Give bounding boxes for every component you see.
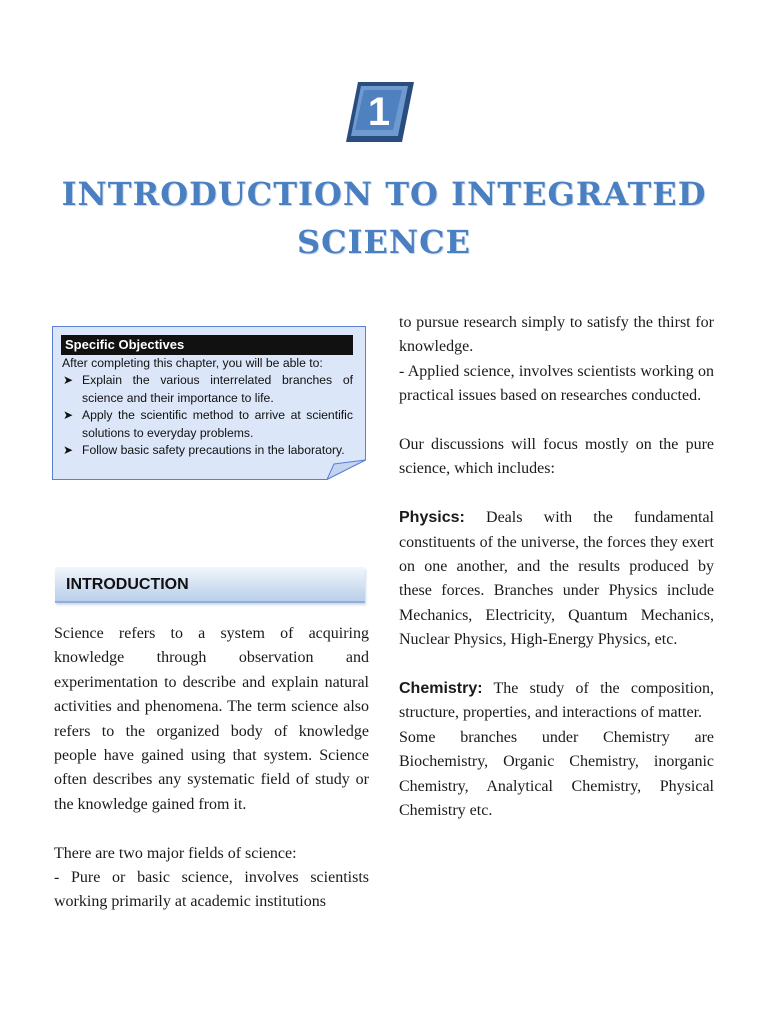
physics-term: Physics: <box>399 509 465 527</box>
list-item: ➤ Apply the scientific method to arrive at scientific solutions to everyday problems. <box>63 408 353 440</box>
chapter-badge-shape <box>344 80 416 146</box>
pure-science-text: - Pure or basic science, involves scientists working primarily at academic institutions <box>54 869 369 911</box>
fields-intro-text: There are two major fields of science: <box>54 844 297 862</box>
arrow-bullet-icon: ➤ <box>63 443 74 458</box>
physics-paragraph <box>399 506 714 652</box>
chapter-title-line-2: SCIENCE <box>296 223 472 261</box>
objectives-list <box>61 372 353 459</box>
introduction-heading: INTRODUCTION <box>55 567 365 603</box>
objectives-intro: After completing this chapter, you will be able to: <box>62 356 323 370</box>
introduction-paragraph: Science refers to a system of acquiring knowledge through observation and experimentation to describe and explain natural activities and phenomena. The term science also refers to the organized body of knowledge people have gained using that system. Science often describes any systematic field of study or the knowledge gained from it. <box>54 625 369 813</box>
right-column <box>399 311 714 823</box>
chapter-title <box>40 170 728 266</box>
chemistry-text: The study of the composition, structure, properties, and interactions of matter. <box>399 680 714 722</box>
pure-science-continued: to pursue research simply to satisfy the thirst for knowledge. <box>399 314 714 356</box>
physics-text: Deals with the fundamental constituents of the universe, the forces they exert on one another, and the results produced by these forces. Branches under Physics include Mechanics, Electricity, Quantum Mechanics, Nuclear Physics, High-Energy Physics, etc. <box>399 509 714 649</box>
left-column <box>54 622 369 915</box>
list-item: ➤ Follow basic safety precautions in the laboratory. <box>61 442 353 459</box>
chapter-title-line-1: INTRODUCTION TO INTEGRATED <box>61 175 707 213</box>
arrow-bullet-icon: ➤ <box>63 408 74 423</box>
objectives-box <box>52 326 366 480</box>
chapter-number-badge <box>344 80 416 146</box>
chemistry-term: Chemistry: <box>399 680 483 698</box>
focus-text: Our discussions will focus mostly on the pure science, which includes: <box>399 436 714 478</box>
arrow-bullet-icon: ➤ <box>63 373 74 388</box>
chemistry-paragraph <box>399 677 714 726</box>
chapter-number: 1 <box>367 90 391 134</box>
list-item: ➤ Explain the various interrelated branches of science and their importance to life. <box>63 373 353 405</box>
objectives-heading: Specific Objectives <box>61 335 353 355</box>
chemistry-branches-text: Some branches under Chemistry are Biochemistry, Organic Chemistry, inorganic Chemistry, Analytical Chemistry, Physical Chemistry etc. <box>399 728 714 820</box>
applied-science-text: - Applied science, involves scientists working on practical issues based on researches conducted. <box>399 362 714 405</box>
